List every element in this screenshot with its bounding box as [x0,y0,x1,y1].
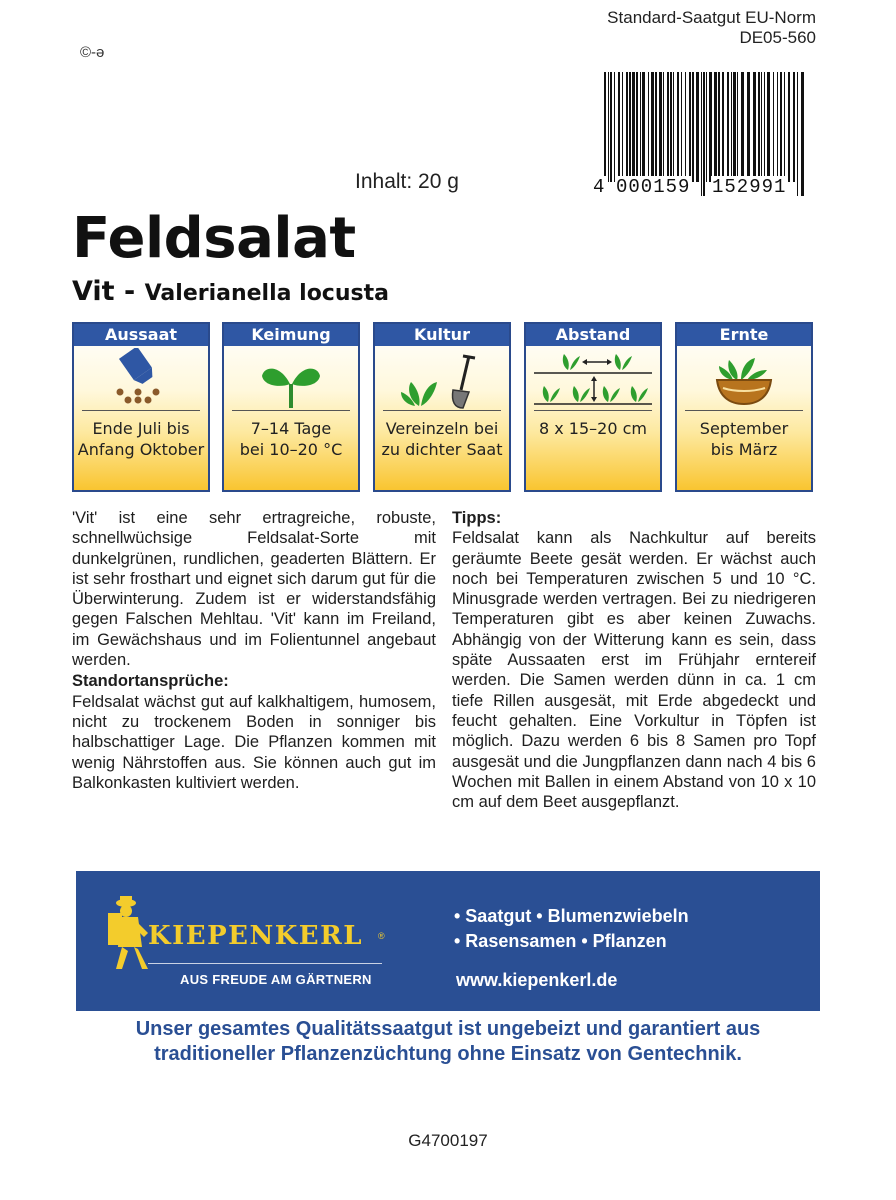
panel-ernte [675,322,813,492]
brand-slogan: AUS FREUDE AM GÄRTNERN [180,972,372,987]
intro-text: 'Vit' ist eine sehr ertragreiche, robuste, schnellwüchsige Feldsalat-Sorte mit dunkelgrünen, rundlichen, geaderten Blättern. Er ist sehr frosthart und eignet sich darum gut für die Überwinterung. Zudem ist er widerstandsfähig gegen Falschen Mehltau. 'Vit' kann im Freiland, im Gewächshaus und im Folientunnel angebaut werden. [72,509,436,670]
barcode-bar [727,72,729,182]
website-link[interactable]: www.kiepenkerl.de [456,970,618,990]
panel-abstand-rule [534,410,652,411]
panel-aussaat-text [74,418,208,460]
barcode-bar [753,72,756,182]
barcode-bar [758,72,760,182]
barcode-bar [642,72,645,182]
barcode-bar [651,72,654,182]
barcode-bar [784,72,785,182]
barcode-bar [733,72,736,182]
product-subtitle [72,276,389,307]
barcode-bar [622,72,623,182]
variety-name: Vit [72,276,115,307]
barcode-bar [737,72,738,182]
barcode-bar [636,72,638,182]
panel-abstand-label: Abstand [526,324,660,346]
barcode-bar [780,72,782,182]
barcode-group-1: 000159 [616,176,691,198]
spade-plant-icon [375,348,509,410]
barcode-bar [801,72,804,196]
barcode-bar [667,72,669,182]
spacing-icon [526,348,660,410]
barcode-bar [793,72,795,182]
quality-statement [0,1017,896,1067]
barcode-bar [731,72,732,182]
barcode-bar [767,72,770,182]
barcode-bar [714,72,717,182]
barcode-bar [764,72,765,182]
panel-keimung-line-2: bei 10–20 °C [239,440,343,459]
barcode-bar [722,72,724,182]
panel-abstand [524,322,662,492]
seed-packet-icon [74,348,208,410]
barcode-bar [685,72,686,182]
barcode-bar [706,72,707,182]
panel-abstand-text [526,418,660,439]
quality-line-1: Unser gesamtes Qualitätssaatgut ist ungebeizt und garantiert aus [135,1018,761,1040]
panel-ernte-label: Ernte [677,324,811,346]
barcode-bar [663,72,664,182]
barcode-bar [718,72,720,182]
barcode-bar [670,72,672,182]
banner-bullet-1: • Saatgut • Blumenzwiebeln [454,906,689,926]
harvest-bowl-icon [677,348,811,410]
standard-line-2: DE05-560 [739,28,816,47]
panel-aussaat-line-1: Ende Juli bis [92,419,190,438]
panel-kultur-line-1: Vereinzeln bei [385,419,499,438]
barcode-bar [632,72,635,182]
subtitle-separator: - [114,276,145,307]
barcode-bar [689,72,691,182]
left-column [72,508,436,793]
barcode-bar [618,72,620,182]
panel-kultur-line-2: zu dichter Saat [381,440,503,459]
panel-kultur-label: Kultur [375,324,509,346]
brand-banner [76,871,820,1011]
registered-mark: ® [378,931,385,941]
panel-abstand-line-1: 8 x 15–20 cm [538,419,647,438]
brand-divider [148,963,382,964]
barcode-bar [626,72,628,182]
barcode-bar [692,72,694,182]
barcode-bar [696,72,699,182]
panel-aussaat-line-2: Anfang Oktober [77,440,205,459]
barcode-digit-first: 4 [593,176,606,198]
panel-keimung-text [224,418,358,460]
article-number: G4700197 [408,1131,488,1150]
panel-ernte-line-2: bis März [710,440,778,459]
barcode-bar [741,72,744,182]
barcode-bar [608,72,609,182]
barcode-bar [747,72,750,182]
seedling-icon [224,348,358,410]
barcode-bar [709,72,712,182]
barcode-group-2: 152991 [712,176,787,198]
panel-keimung-label: Keimung [224,324,358,346]
barcode [592,72,814,200]
package-content: Inhalt: 20 g [355,170,459,193]
barcode-bar [673,72,674,182]
barcode-bar [610,72,612,182]
panel-ernte-line-1: September [699,419,789,438]
barcode-bar [677,72,679,182]
barcode-bar [777,72,778,182]
right-column [452,508,816,812]
standard-line-1: Standard-Saatgut EU-Norm [607,8,816,27]
barcode-bar [659,72,662,182]
panel-kultur [373,322,511,492]
panel-kultur-text [375,418,509,460]
barcode-bar [797,72,798,196]
brand-name: KIEPENKERL [148,921,364,951]
barcode-bar [788,72,790,182]
barcode-bar [773,72,774,182]
tips-text: Feldsalat kann als Nachkultur auf bereits geräumte Beete gesät werden. Er wächst auch noch bei Temperaturen zwischen 5 und 10 °C. Minusgrade werden vertragen. Bei zu niedrigeren Temperaturen gibt es aber keinen Zuwachs. Abhängig von der Witterung kann es sein, dass späte Aussaaten erst im Frühjahr erntereif werden. Die Samen werden dünn in ca. 1 cm tiefe Rillen ausgesät, mit Erde abgedeckt und feucht gehalten. Eine Vorkultur in Töpfen ist möglich. Dazu werden 6 bis 8 Samen pro Topf ausgesät und die Jungpflanzen dann nach 4 bis 6 Wochen mit Ballen in einem Abstand von 10 x 10 cm auf dem Beet ausgepflanzt. [452,529,816,812]
banner-bullet-2: • Rasensamen • Pflanzen [454,931,667,951]
panel-keimung-line-1: 7–14 Tage [250,419,332,438]
site-heading: Standortansprüche: [72,672,229,691]
barcode-bar [648,72,649,182]
latin-name: Valerianella locusta [144,281,389,306]
barcode-bar [761,72,762,182]
tips-heading: Tipps: [452,509,502,527]
panel-aussaat [72,322,210,492]
site-text: Feldsalat wächst gut auf kalkhaltigem, humosem, nicht zu trockenem Boden in sonniger bis halbschattiger Lage. Die Pflanzen kommen mit wenig Nährstoffen aus. Sie können auch gut im Balkonkasten kultiviert werden. [72,692,436,792]
panel-ernte-text [677,418,811,460]
barcode-bar [629,72,631,182]
seed-standard [607,8,816,48]
panel-ernte-rule [685,410,803,411]
panel-aussaat-rule [82,410,200,411]
barcode-bar [681,72,682,182]
quality-line-2: traditioneller Pflanzenzüchtung ohne Einsatz von Gentechnik. [154,1043,742,1065]
barcode-bar [640,72,641,182]
barcode-bar [614,72,615,182]
panel-keimung-rule [232,410,350,411]
copyright-mark: ©-ə [80,44,105,61]
panel-aussaat-label: Aussaat [74,324,208,346]
barcode-bar [703,72,705,196]
product-title: Feldsalat [72,206,356,271]
barcode-bar [655,72,657,182]
panel-keimung [222,322,360,492]
barcode-bar [701,72,702,196]
panel-kultur-rule [383,410,501,411]
